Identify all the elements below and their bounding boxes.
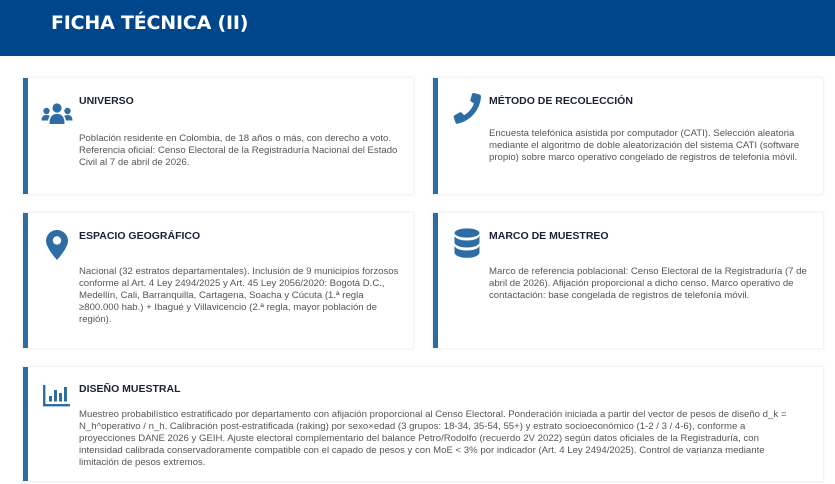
card-body: Muestreo probabilístico estratificado por departamento con afijación proporcional al Censo Electoral. Ponderación iniciada a partir del vector de pesos de diseño d_k = N_h^operativo / n_h. Calibración post-estratificada (raking) por sexo×edad (3 grupos: 18-34, 35-54, 55+) y estrato socioeconómico (1-2 / 3 / 4-6), conforme a proyecciones DANE 2026 y GEIH. Ajuste electoral complementario del balance Petro/Rodolfo (recuerdo 2V 2022) según datos oficiales de la Registraduría, con intensidad calibrada conservadoramente compatible con el capado de pesos y con MoE < 3% por indicador (Art. 4 Ley 2494/2025). Control de varianza mediante limitación de pesos extremos. bbox=[79, 409, 787, 469]
card-body: Marco de referencia poblacional: Censo Electoral de la Registraduría (7 de abril de 2026). Afijación proporcional a dicho censo. Marco operativo de contactación: base congelada de registros de telefonía móvil. bbox=[489, 266, 807, 302]
card-body: Nacional (32 estratos departamentales). Inclusión de 9 municipios forzosos conforme al Art. 4 Ley 2494/2025 y Art. 45 Ley 2056/2020: Bogotá D.C., Medellín, Cali, Barranquilla, Cartagena, Soacha y Cúcuta (1.ª regla ≥800.000 hab.) + Ibagué y Villavicencio (2.ª regla, mayor población de región). bbox=[79, 266, 399, 326]
card-title: UNIVERSO bbox=[79, 95, 134, 107]
card-body: Población residente en Colombia, de 18 años o más, con derecho a voto. Referencia oficial: Censo Electoral de la Registraduría Nacional del Estado Civil al 7 de abril de 2026. bbox=[79, 133, 398, 169]
page-title: FICHA TÉCNICA (II) bbox=[51, 12, 249, 34]
accent-bar bbox=[433, 78, 438, 194]
card-title: DISEÑO MUESTRAL bbox=[79, 383, 181, 395]
card-espacio-geografico bbox=[22, 212, 414, 349]
accent-bar bbox=[23, 78, 28, 194]
card-title: MÉTODO DE RECOLECCIÓN bbox=[489, 95, 633, 107]
accent-bar bbox=[433, 213, 438, 348]
database-icon bbox=[451, 227, 483, 259]
card-body: Encuesta telefónica asistida por computador (CATI). Selección aleatoria mediante el algoritmo de doble aleatorización del sistema CATI (software propio) sobre marco operativo congelado de registros de telefonía móvil. bbox=[489, 128, 800, 164]
accent-bar bbox=[23, 367, 28, 481]
card-title: ESPACIO GEOGRÁFICO bbox=[79, 230, 201, 242]
card-marco-muestreo bbox=[432, 212, 824, 349]
accent-bar bbox=[23, 213, 28, 348]
phone-icon bbox=[451, 92, 483, 124]
card-universo bbox=[22, 77, 414, 195]
card-metodo-recoleccion bbox=[432, 77, 824, 195]
map-pin-icon bbox=[41, 229, 73, 261]
card-diseno-muestral bbox=[22, 366, 824, 482]
users-icon bbox=[41, 98, 73, 130]
page-header bbox=[0, 0, 835, 56]
bar-chart-icon bbox=[41, 379, 73, 411]
card-title: MARCO DE MUESTREO bbox=[489, 230, 609, 242]
